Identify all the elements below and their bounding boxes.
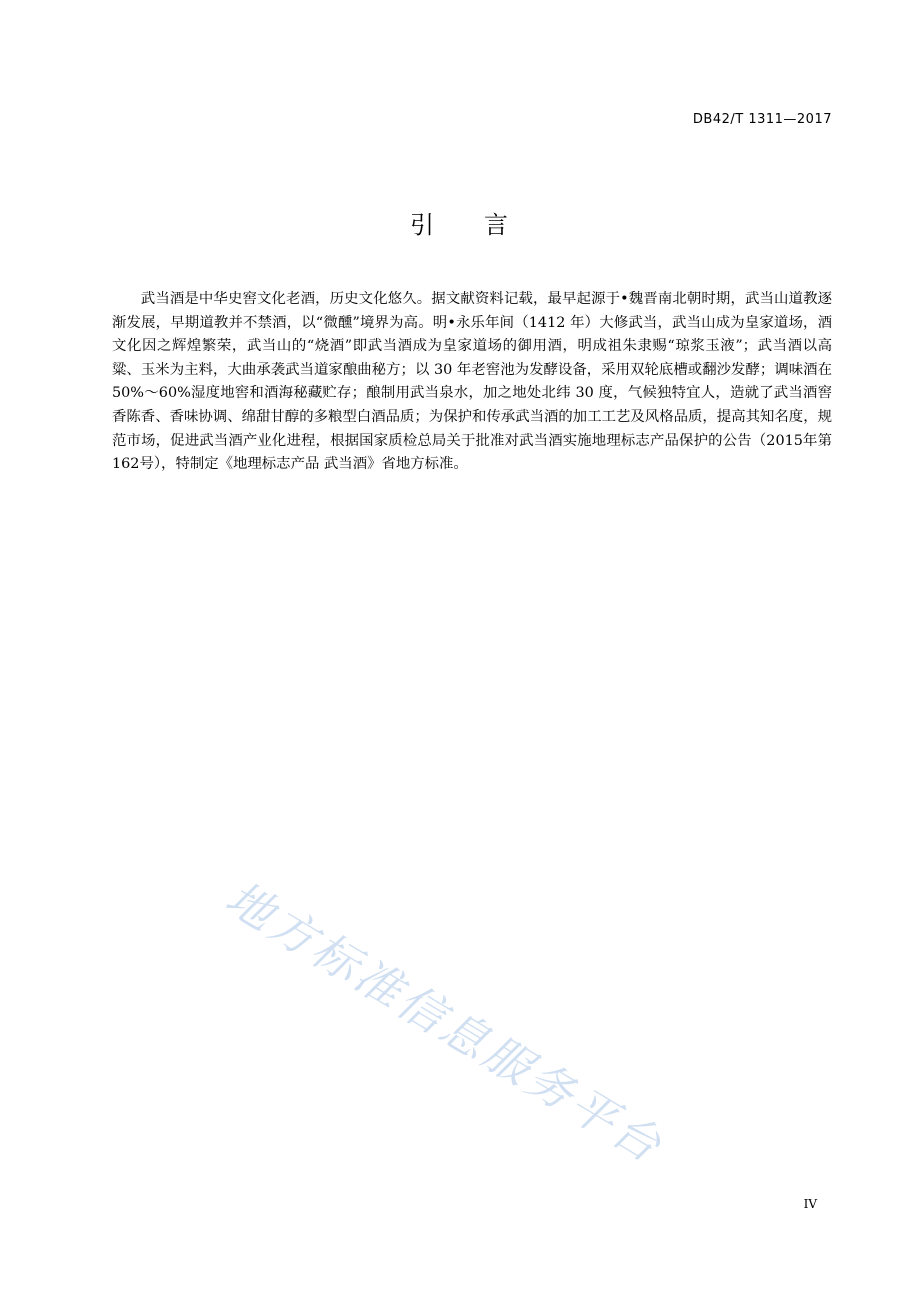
title-char-2: 言 (484, 211, 510, 239)
document-code: DB42/T 1311—2017 (692, 112, 832, 127)
watermark: 地方标准信息服务平台 (216, 870, 673, 1175)
page-title (0, 205, 920, 240)
page-number: IV (803, 1197, 817, 1211)
intro-paragraph: 武当酒是中华史窖文化老酒，历史文化悠久。据文献资料记载，最早起源于•魏晋南北朝时期，武当山道教逐渐发展，早期道教并不禁酒，以“微醺”境界为高。明•永乐年间（1412 年）大修武当，武当山成为皇家道场，酒文化因之辉煌繁荣，武当山的“烧酒”即武当酒成为皇家道场的御用酒，明成祖朱隶赐“琼浆玉液”；武当酒以高粱、玉米为主料，大曲承袭武当道家酿曲秘方；以 30 年老窖池为发酵设备，采用双轮底槽或翻沙发酵；调味酒在 50%～60%湿度地窖和酒海秘藏贮存；酿制用武当泉水，加之地处北纬 30 度，气候独特宜人，造就了武当酒窖香陈香、香味协调、绵甜甘醇的多粮型白酒品质；为保护和传承武当酒的加工工艺及风格品质，提高其知名度，规范市场，促进武当酒产业化进程，根据国家质检总局关于批准对武当酒实施地理标志产品保护的公告（2015年第162号），特制定《地理标志产品 武当酒》省地方标准。 (112, 291, 832, 473)
title-char-1: 引 (410, 211, 436, 239)
